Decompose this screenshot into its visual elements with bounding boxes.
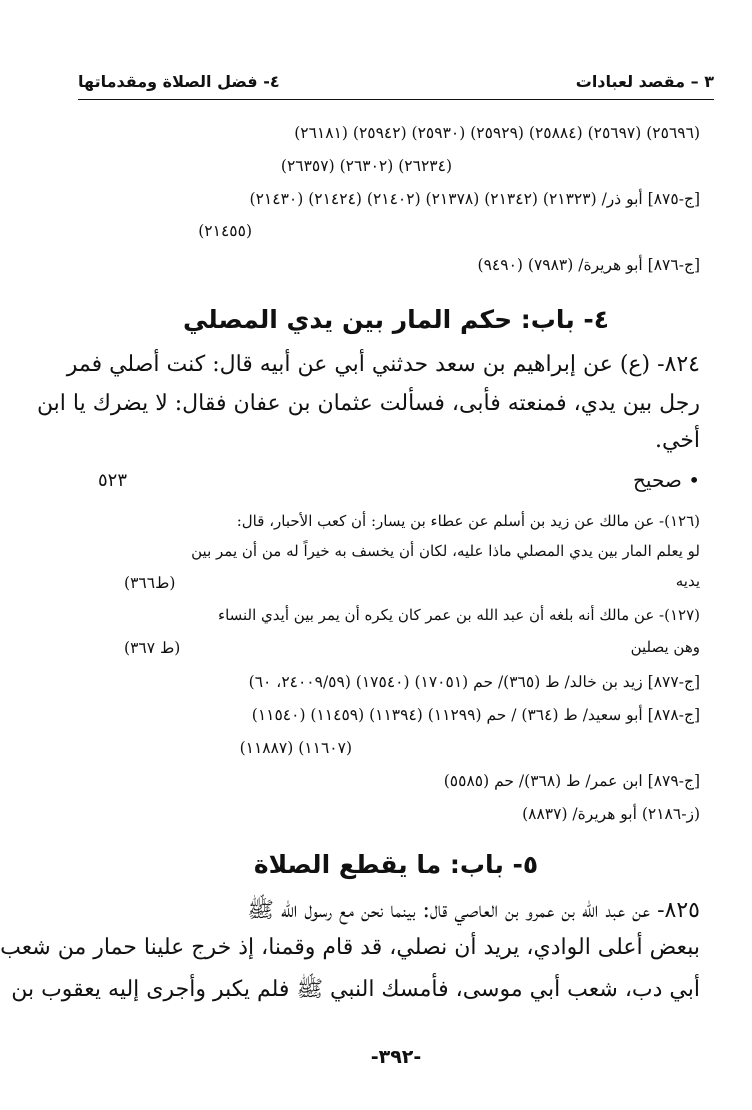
reference-line: (٢٥٦٩٦) (٢٥٦٩٧) (٢٥٨٨٤) (٢٥٩٢٩) (٢٥٩٣٠) (٢٥٩٤٢) (٢٦١٨١) (294, 124, 700, 142)
hadith-text: أبي دب، شعب أبي موسى، فأمسك النبي ﷺ فلم يكبر وأجرى إليه يعقوب بن (11, 977, 700, 1002)
hadith-text: ٨٢٤- (ع) عن إبراهيم بن سعد حدثني أبي عن أبيه قال: كنت أصلي فمر (66, 352, 700, 377)
header-chapter-title: ٤- فضل الصلاة ومقدماتها (78, 72, 280, 91)
header-part-title: ٣ – مقصد لعبادات (575, 72, 714, 91)
note-line: (١٢٦)- عن مالك عن زيد بن أسلم عن عطاء بن يسار: أن كعب الأحبار، قال: (236, 512, 700, 530)
hadith-text: ٨٢٥- عن عبد الله بن عمرو بن العاصي قال: بينما نحن مع رسول الله ﷺ (247, 898, 700, 923)
reference-line: [ج-٨٧٧] زيد بن خالد/ ط (٣٦٥)/ حم (١٧٠٥١) (١٧٥٤٠) (٢٤٠٠٩/٥٩، ٦٠) (248, 673, 700, 691)
reference-line: [ج-٨٧٦] أبو هريرة/ (٧٩٨٣) (٩٤٩٠) (477, 256, 700, 274)
chapter-title: ٥- باب: ما يقطع الصلاة (253, 850, 539, 879)
note-line: يديه (675, 572, 700, 590)
hadith-text: أخي. (654, 428, 700, 453)
reference-line: (١١٦٠٧) (١١٨٨٧) (239, 739, 352, 757)
reference-line: [ج-٨٧٥] أبو ذر/ (٢١٣٢٣) (٢١٣٤٢) (٢١٣٧٨) (٢١٤٠٢) (٢١٤٢٤) (٢١٤٣٠) (249, 190, 700, 208)
header-divider (78, 99, 714, 100)
grade-label: • صحيح (633, 468, 700, 492)
reference-line: (٢٦٢٣٤) (٢٦٣٠٢) (٢٦٣٥٧) (280, 157, 452, 175)
hadith-text: ببعض أعلى الوادي، يريد أن نصلي، قد قام وقمنا، إذ خرج علينا حمار من شعب (0, 935, 700, 960)
reference-line: (ز-٢١٨٦) أبو هريرة/ (٨٨٣٧) (522, 805, 700, 823)
note-source: (ط٣٦٦) (124, 574, 176, 592)
chapter-title: ٤- باب: حكم المار بين يدي المصلي (182, 305, 610, 334)
hadith-text: رجل بين يدي، فمنعته فأبى، فسألت عثمان بن عفان فقال: لا يضرك يا ابن (36, 391, 700, 416)
note-source: (ط ٣٦٧) (124, 639, 181, 657)
reference-line: [ج-٨٧٩] ابن عمر/ ط (٣٦٨)/ حم (٥٥٨٥) (443, 772, 700, 790)
page-number: -٣٩٢- (370, 1046, 422, 1068)
note-line: لو يعلم المار بين يدي المصلي ماذا عليه، لكان أن يخسف به خيراً له من أن يمر بين (191, 542, 700, 560)
reference-line: [ج-٨٧٨] أبو سعيد/ ط (٣٦٤) / حم (١١٢٩٩) (١١٣٩٤) (١١٤٥٩) (١١٥٤٠) (251, 706, 700, 724)
note-line: وهن يصلين (630, 638, 700, 656)
note-line: (١٢٧)- عن مالك أنه بلغه أن عبد الله بن عمر كان يكره أن يمر بين أيدي النساء (218, 606, 700, 624)
grade-number: ٥٢٣ (98, 470, 128, 491)
running-header (78, 72, 714, 98)
reference-line: (٢١٤٥٥) (198, 222, 252, 240)
